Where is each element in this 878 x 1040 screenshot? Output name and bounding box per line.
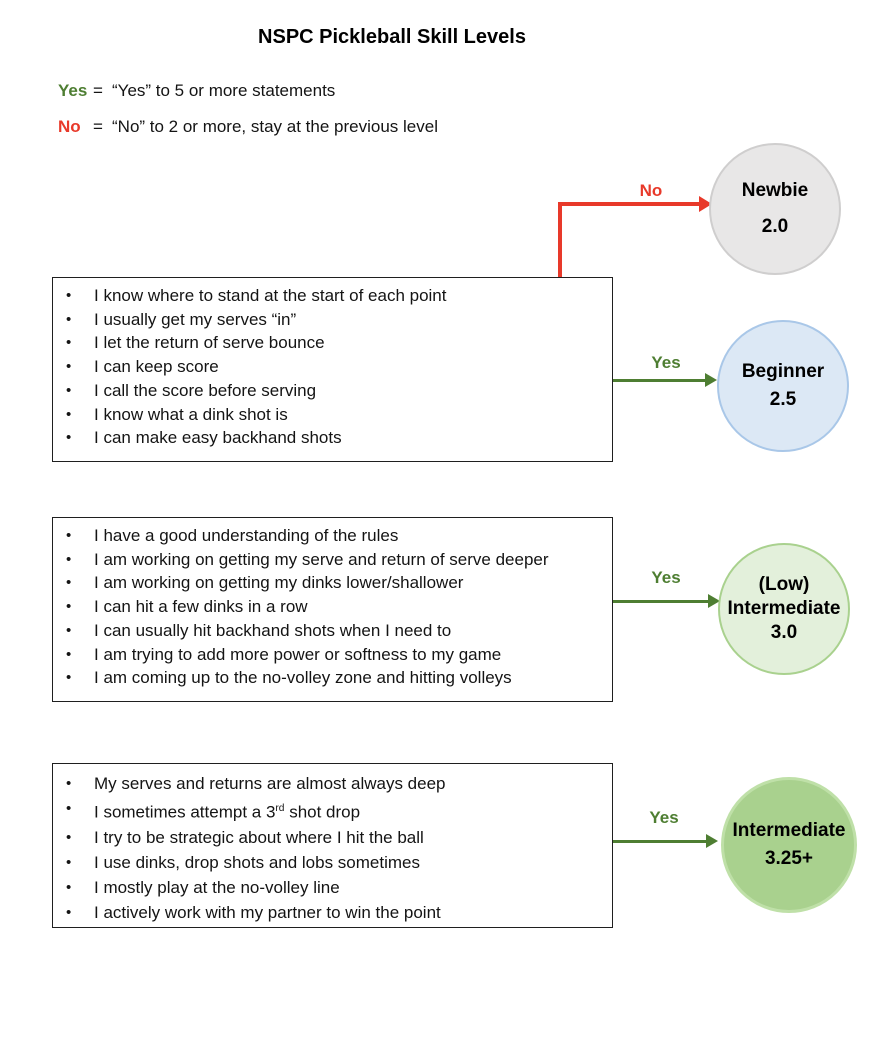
checklist-item: • I can usually hit backhand shots when I need to bbox=[53, 619, 612, 643]
level-name: Beginner bbox=[741, 361, 825, 383]
checklist-item: • I try to be strategic about where I hit the ball bbox=[53, 825, 612, 850]
checklist-item: • I can make easy backhand shots bbox=[53, 426, 612, 450]
level-rating: 3.25+ bbox=[764, 848, 814, 869]
checklist-item: • I can keep score bbox=[53, 355, 612, 379]
yes-connector-line-intermediate bbox=[613, 840, 706, 843]
checklist-item: • I have a good understanding of the rules bbox=[53, 524, 612, 548]
level-name: Intermediate bbox=[727, 598, 841, 620]
checklist-item: • I am working on getting my dinks lower/shallower bbox=[53, 571, 612, 595]
level-name: Newbie bbox=[741, 180, 809, 202]
legend-equals: = bbox=[93, 117, 103, 136]
page-title: NSPC Pickleball Skill Levels bbox=[258, 26, 526, 48]
yes-arrow-label: Yes bbox=[651, 568, 681, 587]
yes-connector-line-beginner bbox=[613, 379, 705, 382]
yes-arrow-label: Yes bbox=[649, 808, 679, 827]
checklist-item: • I am coming up to the no-volley zone and hitting volleys bbox=[53, 666, 612, 690]
yes-connector-line-low-intermediate bbox=[613, 600, 708, 603]
legend-yes-row bbox=[58, 81, 335, 101]
level-rating: 3.0 bbox=[770, 621, 798, 643]
legend-no-label: No bbox=[58, 117, 81, 136]
level-circle-newbie bbox=[709, 143, 841, 275]
checklist-item: • I am working on getting my serve and return of serve deeper bbox=[53, 548, 612, 572]
level-name: Intermediate bbox=[732, 820, 846, 842]
checklist-item: • I usually get my serves “in” bbox=[53, 308, 612, 332]
no-connector-vertical-line bbox=[558, 203, 562, 278]
legend-equals: = bbox=[93, 81, 103, 100]
level-rating: 2.0 bbox=[761, 216, 789, 237]
intermediate-checklist-box bbox=[52, 763, 613, 928]
intermediate-checklist bbox=[53, 771, 612, 925]
level-prefix: (Low) bbox=[758, 574, 810, 596]
checklist-item: • I call the score before serving bbox=[53, 379, 612, 403]
beginner-checklist-box bbox=[52, 277, 613, 462]
checklist-item: • I can hit a few dinks in a row bbox=[53, 595, 612, 619]
checklist-item: • I let the return of serve bounce bbox=[53, 331, 612, 355]
low-intermediate-checklist bbox=[53, 524, 612, 690]
legend-yes-text: “Yes” to 5 or more statements bbox=[112, 81, 336, 100]
checklist-item: • I use dinks, drop shots and lobs sometimes bbox=[53, 850, 612, 875]
low-intermediate-checklist-box bbox=[52, 517, 613, 702]
legend-yes-label: Yes bbox=[58, 81, 88, 100]
level-rating: 2.5 bbox=[769, 389, 797, 410]
checklist-item: • I mostly play at the no-volley line bbox=[53, 875, 612, 900]
level-circle-low-intermediate bbox=[718, 543, 850, 675]
yes-arrowhead-icon bbox=[706, 834, 718, 848]
no-connector-horizontal-line bbox=[558, 202, 699, 206]
level-circle-beginner bbox=[717, 320, 849, 452]
checklist-item: • I sometimes attempt a 3rd shot drop bbox=[53, 796, 612, 825]
checklist-item: • I know what a dink shot is bbox=[53, 403, 612, 427]
checklist-item: • I actively work with my partner to win the point bbox=[53, 900, 612, 925]
legend-no-text: “No” to 2 or more, stay at the previous level bbox=[112, 117, 438, 136]
yes-arrow-label: Yes bbox=[651, 353, 681, 372]
checklist-item: • My serves and returns are almost always deep bbox=[53, 771, 612, 796]
beginner-checklist bbox=[53, 284, 612, 450]
yes-arrowhead-icon bbox=[705, 373, 717, 387]
legend-no-row bbox=[58, 117, 438, 137]
level-circle-intermediate bbox=[721, 777, 857, 913]
no-arrow-label: No bbox=[639, 181, 663, 200]
checklist-item: • I know where to stand at the start of each point bbox=[53, 284, 612, 308]
checklist-item: • I am trying to add more power or softness to my game bbox=[53, 643, 612, 667]
